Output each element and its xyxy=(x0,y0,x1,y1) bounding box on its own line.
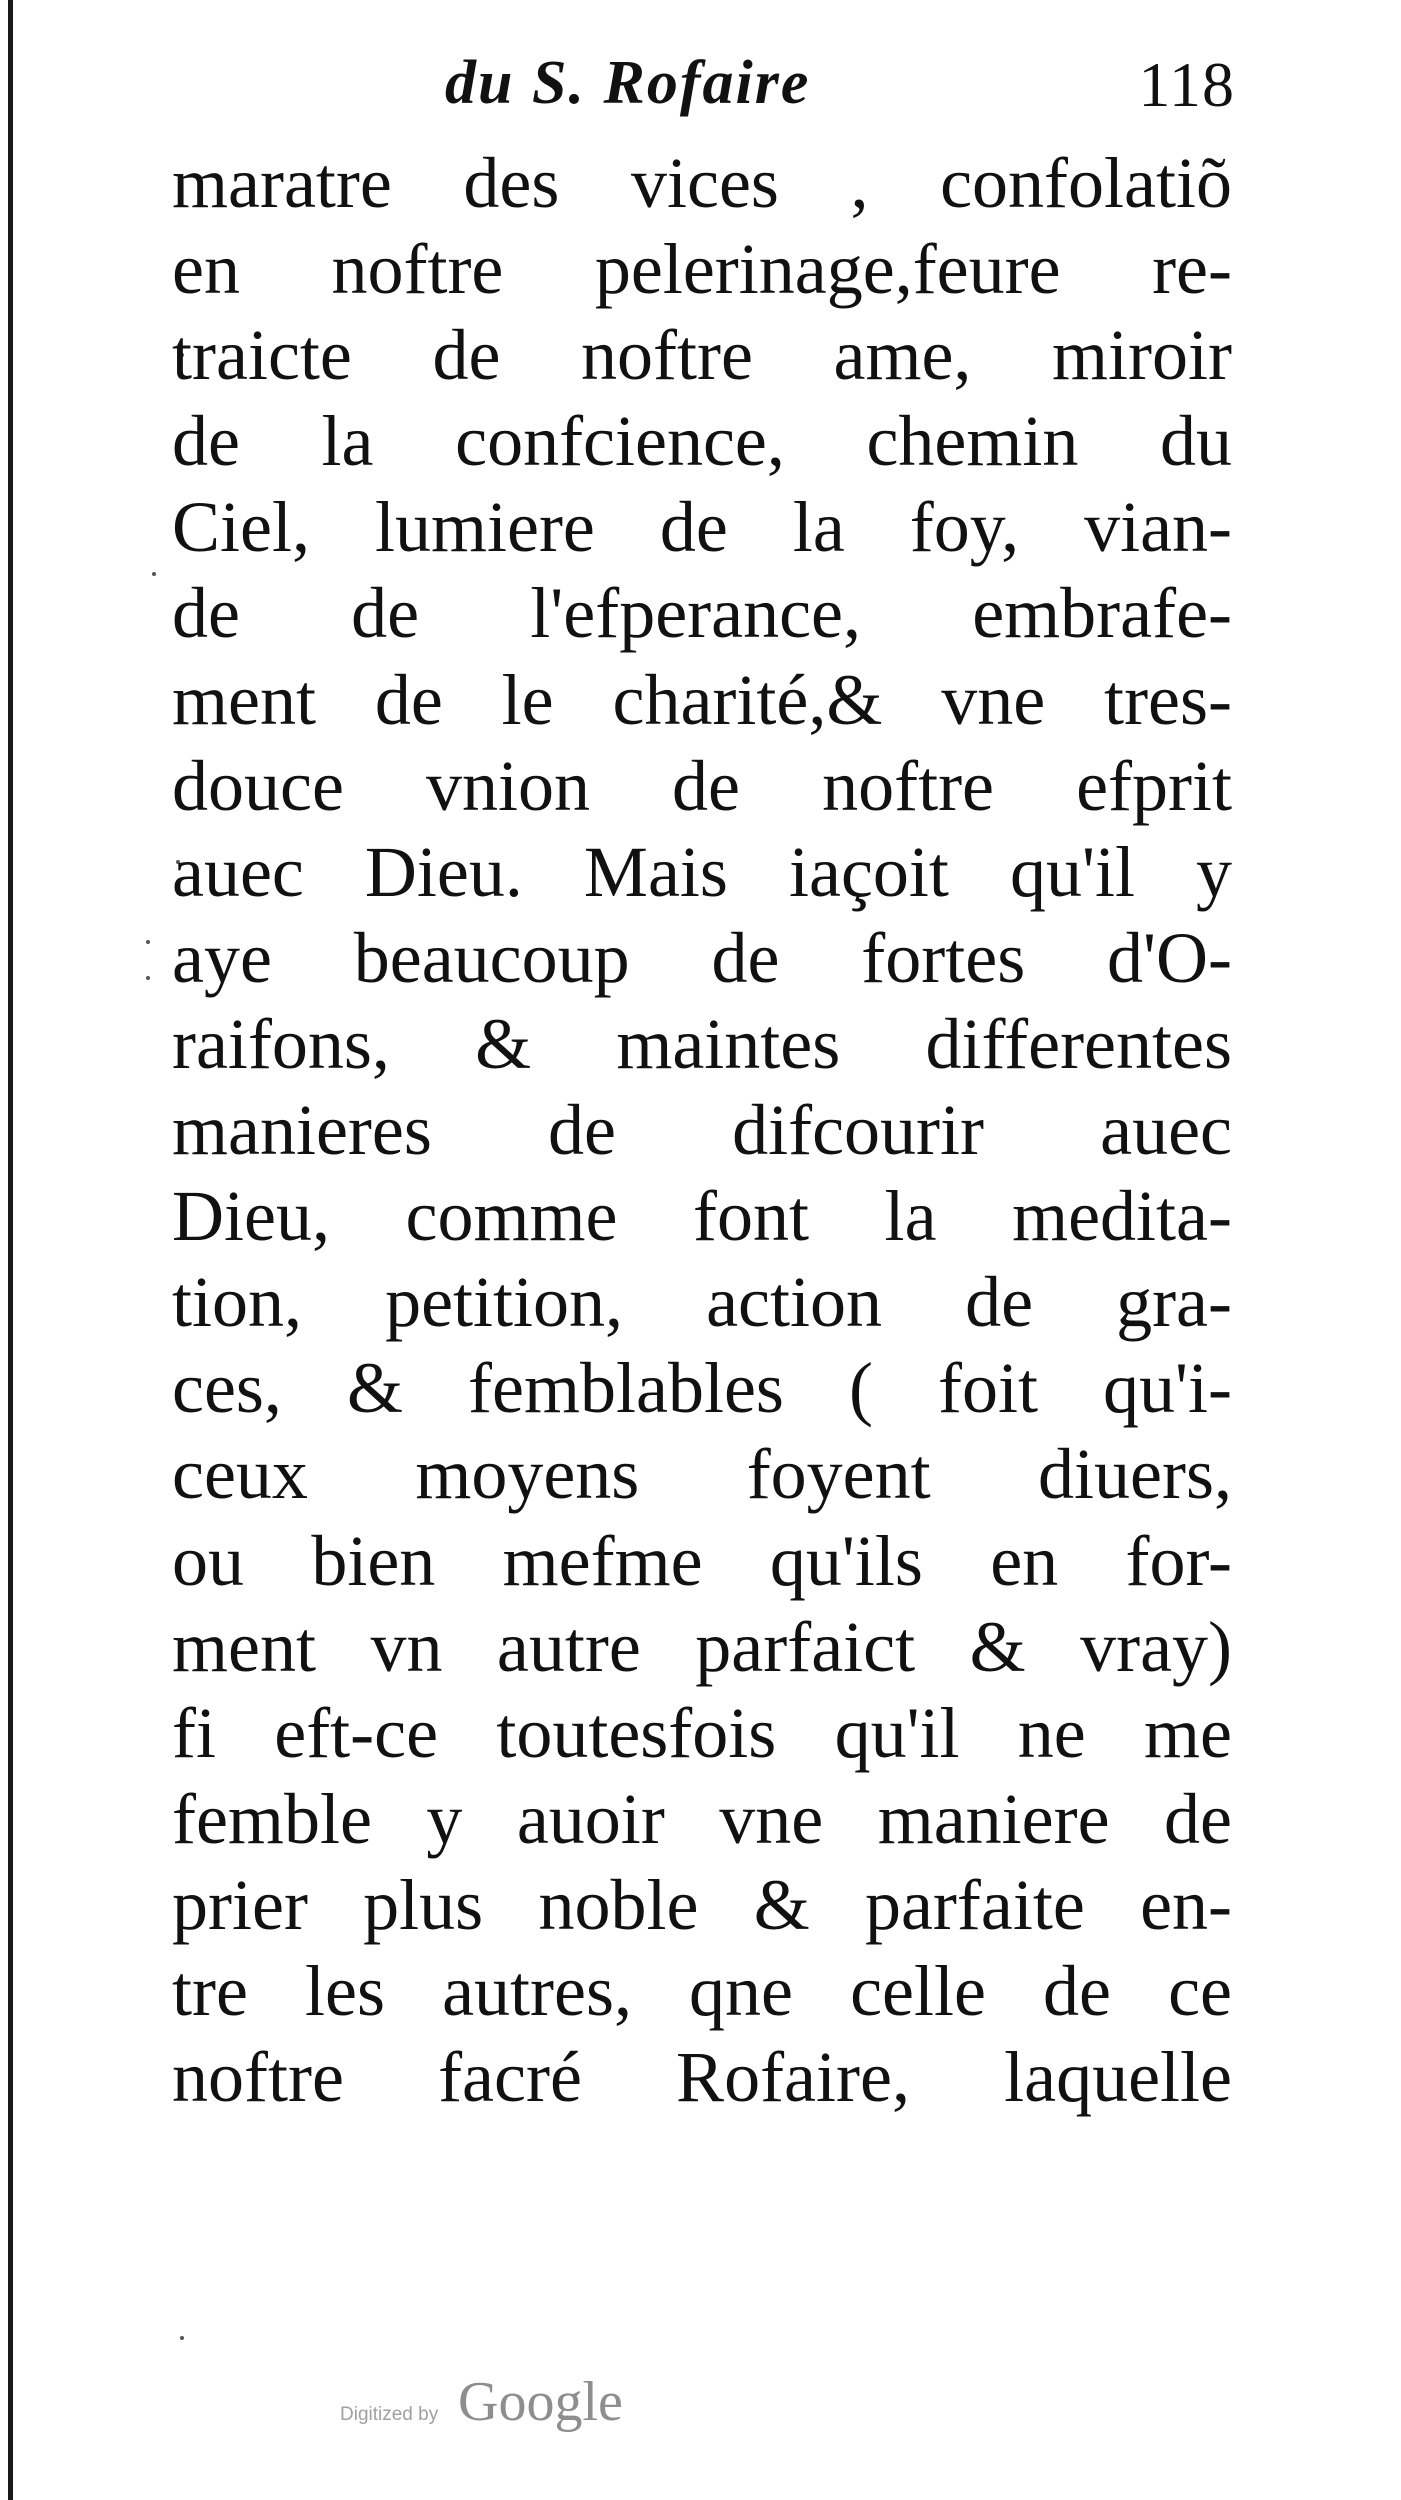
digitization-watermark xyxy=(340,2370,740,2440)
edge-speck xyxy=(180,2336,184,2340)
text-line: auec Dieu. Mais iaçoit qu'il y xyxy=(172,831,1232,912)
text-line: noftre facré Rofaire, laquelle xyxy=(172,2037,1232,2118)
text-line: ment vn autre parfaict & vray) xyxy=(172,1606,1232,1687)
edge-speck xyxy=(146,976,150,980)
text-line: manieres de difcourir auec xyxy=(172,1090,1232,1171)
text-line: prier plus noble & parfaite en- xyxy=(172,1864,1232,1945)
page-number: 118 xyxy=(1138,49,1235,120)
text-line: tion, petition, action de gra- xyxy=(172,1262,1232,1343)
running-title: du S. Rofaire xyxy=(445,49,811,117)
text-line: raifons, & maintes differentes xyxy=(172,1003,1232,1084)
digitized-label: Digitized by xyxy=(340,2404,439,2425)
text-line: aye beaucoup de fortes d'O- xyxy=(172,917,1232,998)
text-line: Ciel, lumiere de la foy, vian- xyxy=(172,487,1232,568)
text-line: tre les autres, qne celle de ce xyxy=(172,1950,1232,2031)
page-edge-line xyxy=(8,0,13,2500)
text-line: douce vnion de noftre efprit xyxy=(172,745,1232,826)
text-line: Dieu, comme font la medita- xyxy=(172,1176,1232,1257)
google-logo: Google xyxy=(458,2371,623,2433)
text-line: ment de le charité,& vne tres- xyxy=(172,659,1232,740)
text-line: traicte de noftre ame, miroir xyxy=(172,315,1232,396)
text-line: de de l'efperance, embrafe- xyxy=(172,573,1232,654)
text-line: en noftre pelerinage,feure re- xyxy=(172,229,1232,310)
text-line: ceux moyens foyent diuers, xyxy=(172,1434,1232,1515)
body-text xyxy=(172,140,1232,2120)
text-line: fi eft-ce toutesfois qu'il ne me xyxy=(172,1692,1232,1773)
text-line: de la confcience, chemin du xyxy=(172,401,1232,482)
page-header xyxy=(445,48,1235,138)
text-line: ces, & femblables ( foit qu'i- xyxy=(172,1348,1232,1429)
text-line: femble y auoir vne maniere de xyxy=(172,1778,1232,1859)
text-line: maratre des vices , confolatiõ xyxy=(172,143,1232,223)
text-line: ou bien mefme qu'ils en for- xyxy=(172,1520,1232,1601)
edge-speck xyxy=(152,572,156,576)
edge-speck xyxy=(146,940,150,944)
